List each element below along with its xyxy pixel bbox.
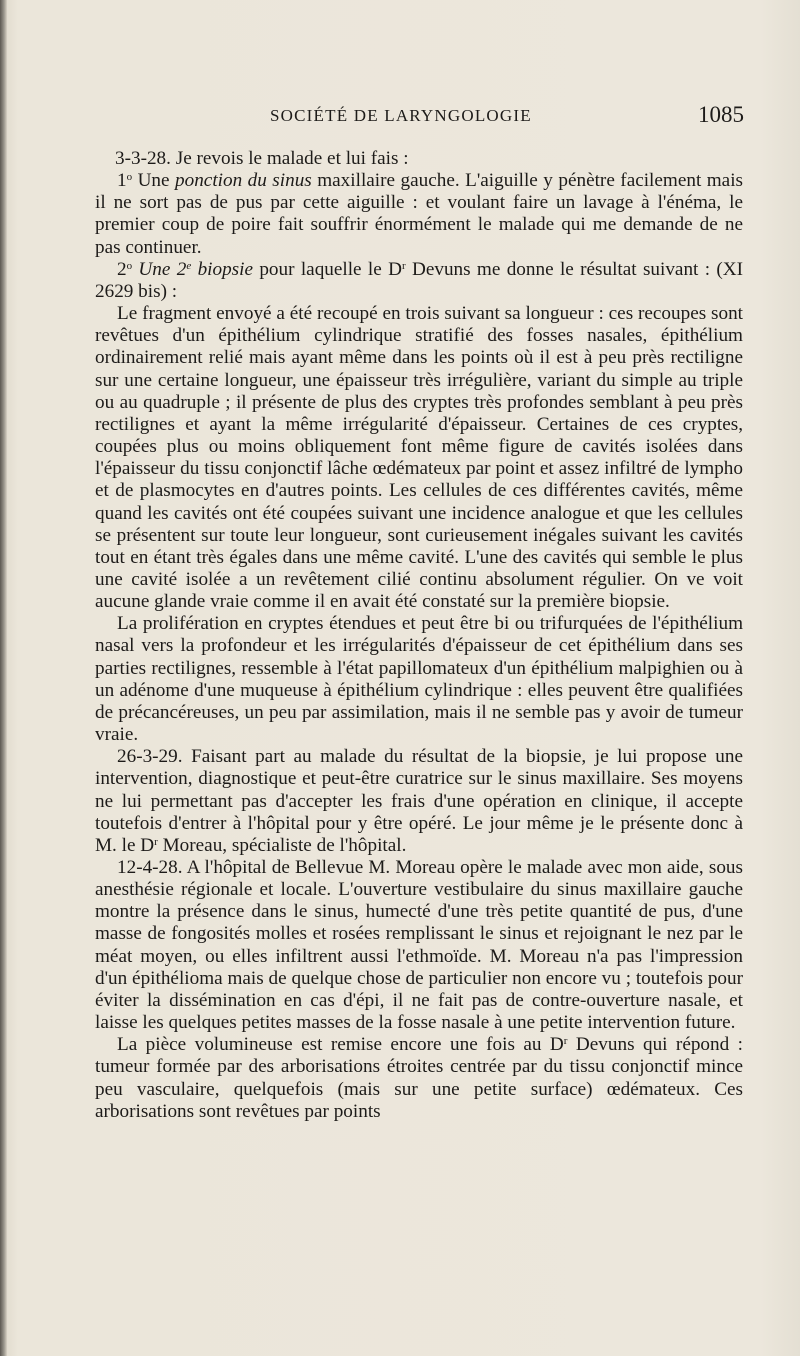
text-run: Une	[132, 170, 176, 192]
paragraph-date-26-3-29	[95, 746, 743, 857]
ordinal-marker: o	[126, 171, 133, 184]
doctor-abbrev-marker: r	[401, 259, 406, 272]
text-run: Une 2	[132, 258, 187, 280]
text-run: 26-3-29. Faisant part au malade du résultat de la biopsie, je lui propose une intervention, diagnostique et peut-être curatrice sur le sinus maxillaire. Ses moyens ne lui permettant pas d'accepter les frais d'une opération en clinique, il accepte toutefois d'entrer à l'hôpital pour y être opéré. Le jour même je le présente donc à M. le D	[95, 746, 743, 856]
paragraph-ponction	[95, 170, 743, 259]
text-run: Devuns me donne le résultat suivant : (XI 2629 bis) :	[95, 258, 744, 302]
italic-term	[132, 259, 253, 280]
doctor-abbrev-marker: r	[563, 1035, 568, 1048]
book-binding-shadow	[0, 0, 7, 1356]
doctor-abbrev-marker: r	[154, 835, 158, 848]
running-title: SOCIÉTÉ DE LARYNGOLOGIE	[270, 106, 532, 125]
text-run: La pièce volumineuse est remise encore une fois au D	[117, 1034, 564, 1056]
paragraph-piece-volumineuse	[95, 1034, 743, 1123]
page-number: 1085	[698, 102, 744, 127]
ordinal-marker: o	[126, 259, 133, 272]
text-run: biopsie	[191, 258, 253, 280]
italic-term: ponction du sinus	[175, 170, 312, 192]
paragraph-date-3-3-28: 3-3-28. Je revois le malade et lui fais :	[115, 148, 409, 169]
text-run: maxillaire gauche. L'aiguille y pénètre facilement mais il ne sort pas de pus par cette aiguille : et voulant faire un lavage à l'énéma, le premier coup de poire fait souffrir énormément le malade qui me demande de ne pas continuer.	[95, 170, 743, 258]
paragraph-biopsie	[95, 259, 743, 303]
item-number: 1	[117, 170, 127, 192]
paragraph-fragment-description: Le fragment envoyé a été recoupé en trois suivant sa longueur : ces recoupes sont revêtues d'un épithélium cylindrique stratifié des fosses nasales, épithélium ordinairement relié mais ayant même dans les points où il est à peu près rectiligne sur une certaine longueur, une épaisseur très irrégulière, variant du simple au triple ou au quadruple ; il présente de plus des cryptes très profondes semblant à peu près rectilignes et ayant la même irrégularité d'épaisseur. Certaines de ces cryptes, coupées plus ou moins obliquement font même figure de cavités isolées dans l'épaisseur du tissu conjonctif lâche œdémateux par point et assez infiltré de lympho et de plasmocytes en d'autres points. Les cellules de ces différentes cavités, même quand les cavités ont été coupées suivant une incidence analogue et que les cellules se présentent sur toute leur longueur, sont curieusement inégales suivant les cavités tout en étant très égales dans une même cavité. L'une des cavités qui semble le plus une cavité isolée a un revêtement cilié continu absolument régulier. On ve voit aucune glande vraie comme il en avait été constaté sur la première biopsie.	[95, 303, 743, 613]
paragraph-proliferation: La prolifération en cryptes étendues et peut être bi ou trifurquées de l'épithélium nasal vers la profondeur et les irrégularités d'épaisseur de cet épithélium dans ses parties rectilignes, ressemble à l'état papillomateux d'un épithélium malpighien ou à un adénome d'une muqueuse à épithélium cylindrique : elles peuvent être qualifiées de précancéreuses, un peu par assimilation, mais il ne semble pas y avoir de tumeur vraie.	[95, 613, 743, 746]
page-header	[108, 104, 744, 140]
paragraph-date-12-4-28: 12-4-28. A l'hôpital de Bellevue M. Moreau opère le malade avec mon aide, sous anesthésie régionale et locale. L'ouverture vestibulaire du sinus maxillaire gauche montre la présence dans le sinus, humecté d'une très petite quantité de pus, d'une masse de fongosités molles et rosées remplissant le sinus et rejoignant le nez par le méat moyen, ou elles infiltrent aussi l'ethmoïde. M. Moreau n'a pas l'impression d'un épithélioma mais de quelque chose de particulier non encore vu ; toutefois pour éviter la dissémination en cas d'épi, il ne fait pas de contre-ouverture nasale, et laisse les quelques petites masses de la fosse nasale à une petite intervention future.	[95, 857, 743, 1034]
body-text	[95, 148, 743, 1123]
ordinal-marker: e	[186, 259, 192, 272]
item-number: 2	[117, 258, 127, 280]
text-run: Devuns qui répond : tumeur formée par des arborisations étroites centrée par du tissu conjonctif mince peu vasculaire, quelquefois (mais sur une petite surface) œdémateux. Ces arborisations sont revêtues par points	[95, 1034, 743, 1122]
text-run: Moreau, spécialiste de l'hôpital.	[157, 834, 407, 856]
text-run: pour laquelle le D	[253, 258, 402, 280]
